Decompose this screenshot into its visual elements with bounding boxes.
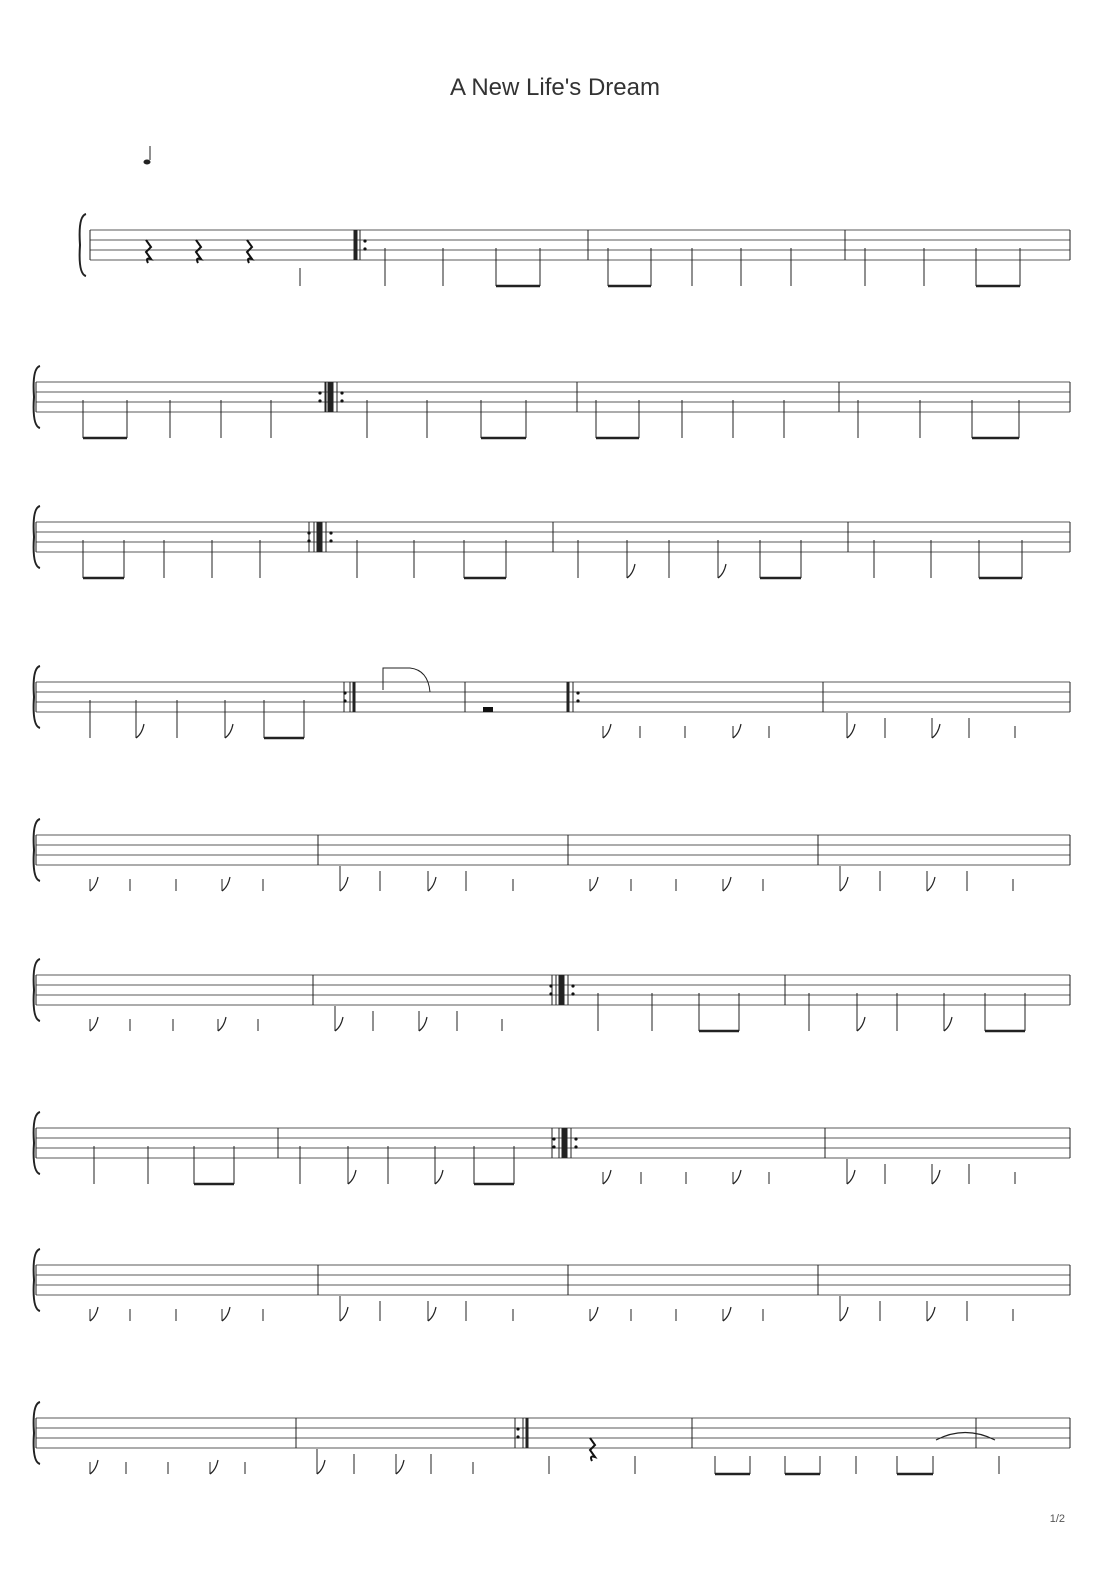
quarter-rest [247, 240, 252, 263]
eighth-flag [932, 724, 940, 738]
system-brace [34, 1249, 40, 1311]
eighth-flag [340, 877, 348, 891]
eighth-flag [222, 877, 230, 891]
eighth-flag [419, 1017, 427, 1031]
repeat-dot [576, 691, 579, 694]
eighth-flag [927, 1307, 935, 1321]
repeat-dot [363, 247, 366, 250]
eighth-flag [627, 564, 635, 578]
bend-curve [383, 668, 430, 692]
eighth-flag [340, 1307, 348, 1321]
repeat-dot [343, 691, 346, 694]
repeat-dot [571, 984, 574, 987]
repeat-dot [329, 539, 332, 542]
eighth-flag [847, 1170, 855, 1184]
quarter-rest [146, 240, 151, 263]
eighth-flag [428, 877, 436, 891]
eighth-flag [927, 877, 935, 891]
eighth-flag [857, 1017, 865, 1031]
repeat-dot [571, 992, 574, 995]
eighth-flag [435, 1170, 443, 1184]
eighth-flag [222, 1307, 230, 1321]
repeat-dot [549, 992, 552, 995]
system-brace [34, 366, 40, 428]
repeat-dot [329, 531, 332, 534]
eighth-flag [944, 1017, 952, 1031]
eighth-flag [590, 1307, 598, 1321]
quarter-rest [590, 1438, 595, 1461]
repeat-dot [340, 399, 343, 402]
repeat-dot [516, 1435, 519, 1438]
eighth-flag [590, 877, 598, 891]
half-rest [483, 707, 493, 712]
eighth-flag [428, 1307, 436, 1321]
system-brace [34, 959, 40, 1021]
eighth-flag [723, 1307, 731, 1321]
repeat-dot [307, 531, 310, 534]
eighth-flag [210, 1460, 218, 1474]
system-brace [34, 666, 40, 728]
repeat-dot [343, 699, 346, 702]
repeat-dot [574, 1137, 577, 1140]
repeat-dot [576, 699, 579, 702]
eighth-flag [733, 724, 741, 738]
eighth-flag [317, 1460, 325, 1474]
repeat-dot [516, 1427, 519, 1430]
repeat-dot [574, 1145, 577, 1148]
repeat-dot [318, 399, 321, 402]
repeat-dot [552, 1137, 555, 1140]
eighth-flag [718, 564, 726, 578]
eighth-flag [847, 724, 855, 738]
page-number: 1/2 [1049, 1513, 1065, 1525]
system-brace [34, 819, 40, 881]
eighth-flag [136, 724, 144, 738]
eighth-flag [90, 877, 98, 891]
system-brace [34, 1112, 40, 1174]
repeat-dot [307, 539, 310, 542]
repeat-dot [549, 984, 552, 987]
eighth-flag [335, 1017, 343, 1031]
eighth-flag [932, 1170, 940, 1184]
eighth-flag [603, 1170, 611, 1184]
eighth-flag [348, 1170, 356, 1184]
eighth-flag [218, 1017, 226, 1031]
eighth-flag [90, 1017, 98, 1031]
eighth-flag [723, 877, 731, 891]
system-brace [80, 214, 86, 276]
song-title: A New Life's Dream [450, 74, 660, 101]
eighth-flag [90, 1307, 98, 1321]
eighth-flag [90, 1460, 98, 1474]
repeat-dot [552, 1145, 555, 1148]
repeat-dot [363, 239, 366, 242]
eighth-flag [603, 724, 611, 738]
repeat-dot [340, 391, 343, 394]
tempo-note-head [144, 160, 151, 165]
eighth-flag [225, 724, 233, 738]
quarter-rest [196, 240, 201, 263]
tie [936, 1433, 995, 1441]
eighth-flag [840, 1307, 848, 1321]
eighth-flag [840, 877, 848, 891]
eighth-flag [396, 1460, 404, 1474]
eighth-flag [733, 1170, 741, 1184]
system-brace [34, 506, 40, 568]
repeat-dot [318, 391, 321, 394]
system-brace [34, 1402, 40, 1464]
